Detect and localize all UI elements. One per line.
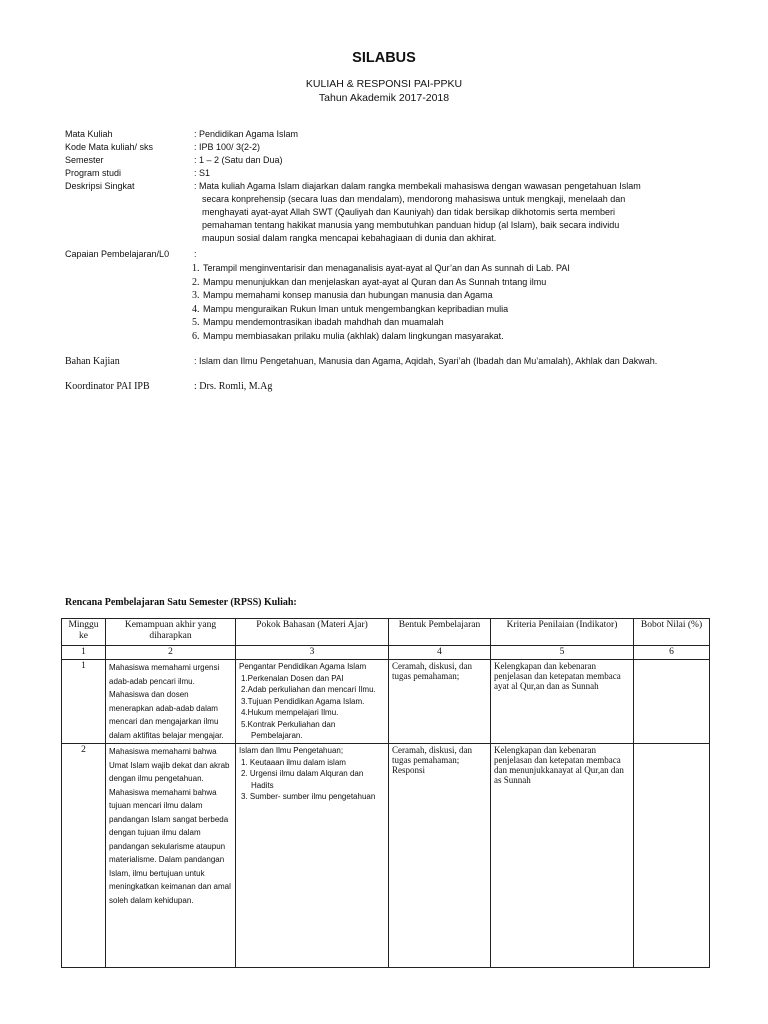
pokok-item: 3. Sumber- sumber ilmu pengetahuan — [241, 792, 376, 801]
course-subtitle: KULIAH & RESPONSI PAI-PPKU — [305, 78, 463, 90]
capaian-item — [192, 262, 570, 276]
info-label: Semester — [65, 155, 104, 165]
capaian-item — [192, 303, 570, 317]
cell-kriteria: Kelengkapan dan kebenaran penjelasan dan ketepatan membaca dan menunjukkanayat al Qur,an dan as Sunnah — [491, 744, 634, 968]
capaian-number: 5. — [192, 317, 200, 328]
header-minggu: Minggu ke — [62, 619, 106, 646]
capaian-text: Mampu membiasakan prilaku mulia (akhlak) dalam lingkungan masyarakat. — [203, 330, 504, 341]
info-value: : IPB 100/ 3(2-2) — [194, 142, 261, 152]
info-label: Bahan Kajian — [65, 356, 120, 367]
cell-pokok-bahasan — [236, 660, 389, 744]
info-colon: : — [194, 249, 197, 259]
capaian-number: 3. — [192, 290, 200, 301]
info-value: : Pendidikan Agama Islam — [194, 129, 299, 139]
info-value: : 1 – 2 (Satu dan Dua) — [194, 155, 283, 165]
pokok-title: Pengantar Pendidikan Agama Islam — [239, 662, 367, 671]
cell-kriteria: Kelengkapan dan kebenaran penjelasan dan ketepatan membaca ayat al Qur,an dan as Sunnah — [491, 660, 634, 744]
capaian-number: 2. — [192, 276, 200, 288]
cell-week: 2 — [62, 744, 106, 968]
pokok-item: 4.Hukum mempelajari Ilmu. — [241, 708, 339, 717]
cell-bentuk: Ceramah, diskusi, dan tugas pemahaman; — [389, 660, 491, 744]
cell-bobot — [634, 744, 710, 968]
capaian-text: Mampu mendemontrasikan ibadah mahdhah dan muamalah — [203, 317, 444, 327]
capaian-number: 6. — [192, 330, 200, 342]
deskripsi-line: maupun sosial dalam rangka mencapai kebahagiaan di dunia dan akhirat. — [202, 233, 497, 243]
info-value: : S1 — [194, 168, 211, 178]
deskripsi-line: : Mata kuliah Agama Islam diajarkan dalam rangka membekali mahasiswa dengan wawasan pengetahuan Islam — [194, 181, 641, 191]
capaian-list — [192, 262, 570, 343]
header-pokok-bahasan: Pokok Bahasan (Materi Ajar) — [236, 619, 389, 646]
capaian-text: Terampil menginventarisir dan menaganalisis ayat-ayat al Qur’an dan As sunnah di Lab. PAI — [203, 263, 570, 273]
info-label: Capaian Pembelajaran/L0 — [65, 249, 170, 259]
cell-week: 1 — [62, 660, 106, 744]
pokok-title: Islam dan Ilmu Pengetahuan; — [239, 746, 344, 755]
info-label: Koordinator PAI IPB — [65, 381, 150, 392]
header-kemampuan: Kemampuan akhir yang diharapkan — [106, 619, 236, 646]
capaian-item — [192, 316, 570, 330]
page-title: SILABUS — [352, 50, 416, 66]
column-number: 4 — [389, 646, 491, 660]
capaian-text: Mampu menunjukkan dan menjelaskan ayat-ayat al Quran dan As Sunnah tntang ilmu — [203, 276, 547, 287]
rpss-table — [61, 618, 710, 968]
capaian-text: Mampu memahami konsep manusia dan hubungan manusia dan Agama — [203, 290, 493, 300]
cell-kemampuan: Mahasiswa memahami bahwa Umat Islam wajib dekat dan akrab dengan ilmu pengetahuan. Mahasiswa memahami bahwa tujuan mencari ilmu dalam pandangan Islam sangat berbeda dengan tujuan ilmu dalam pandangan sekularisme ataupun materialisme. Dalam pandangan Islam, ilmu bertujuan untuk meningkatkan keimanan dan amal soleh dalam kehidupan. — [106, 744, 236, 968]
cell-bentuk: Ceramah, diskusi, dan tugas pemahaman; Responsi — [389, 744, 491, 968]
pokok-item: 5.Kontrak Perkuliahan dan Pembelajaran. — [241, 719, 336, 740]
info-label: Program studi — [65, 168, 122, 178]
cell-kemampuan: Mahasiswa memahami urgensi adab-adab pencari ilmu. Mahasiswa dan dosen menerapkan adab-adab dalam mencari dan mengajarkan ilmu dalam aktifitas belajar mengajar. — [106, 660, 236, 744]
column-number: 1 — [62, 646, 106, 660]
deskripsi-line: secara konprehensip (secara luas dan mendalam), mendorong mahasiswa untuk mengkaji, menelaah dan — [202, 194, 626, 204]
bahan-kajian-value: : Islam dan Ilmu Pengetahuan, Manusia dan Agama, Aqidah, Syari’ah (Ibadah dan Mu’amalah), Akhlak dan Dakwah. — [194, 356, 658, 366]
table-header-row — [62, 619, 710, 646]
capaian-number: 1. — [192, 263, 200, 274]
table-number-row — [62, 646, 710, 660]
info-label: Kode Mata kuliah/ sks — [65, 142, 154, 152]
capaian-text: Mampu menguraikan Rukun Iman untuk mengembangkan kepribadian mulia — [203, 303, 509, 314]
table-row — [62, 660, 710, 744]
header-kriteria: Kriteria Penilaian (Indikator) — [491, 619, 634, 646]
deskripsi-line: menghayati ayat-ayat Allah SWT (Qauliyah dan Kauniyah) dan tidak bersikap dikhotomis serta memberi — [202, 207, 616, 217]
cell-bobot — [634, 660, 710, 744]
capaian-item — [192, 330, 570, 344]
capaian-item — [192, 276, 570, 290]
info-label: Deskripsi Singkat — [65, 181, 135, 191]
column-number: 3 — [236, 646, 389, 660]
pokok-item: 1.Perkenalan Dosen dan PAI — [241, 673, 344, 683]
pokok-item: 1. Keutaaan ilmu dalam islam — [241, 757, 346, 767]
info-value: : Drs. Romli, M.Ag — [194, 381, 273, 392]
column-number: 2 — [106, 646, 236, 660]
pokok-item: 2. Urgensi ilmu dalam Alquran dan Hadits — [241, 769, 364, 790]
deskripsi-text — [194, 180, 714, 245]
info-label: Mata Kuliah — [65, 129, 113, 139]
column-number: 5 — [491, 646, 634, 660]
capaian-number: 4. — [192, 303, 200, 315]
pokok-item: 2.Adab perkuliahan dan mencari Ilmu. — [241, 685, 376, 694]
academic-year: Tahun Akademik 2017-2018 — [318, 92, 450, 104]
header-bobot: Bobot Nilai (%) — [634, 619, 710, 646]
pokok-item: 3.Tujuan Pendidikan Agama Islam. — [241, 696, 365, 706]
capaian-item — [192, 289, 570, 303]
rpss-title: Rencana Pembelajaran Satu Semester (RPSS) Kuliah: — [65, 597, 297, 608]
deskripsi-line: pemahaman tentang hakikat manusia yang membutuhkan panduan hidup (al Islam), baik secara individu — [202, 220, 620, 230]
table-row — [62, 744, 710, 968]
header-bentuk: Bentuk Pembelajaran — [389, 619, 491, 646]
cell-pokok-bahasan — [236, 744, 389, 968]
column-number: 6 — [634, 646, 710, 660]
